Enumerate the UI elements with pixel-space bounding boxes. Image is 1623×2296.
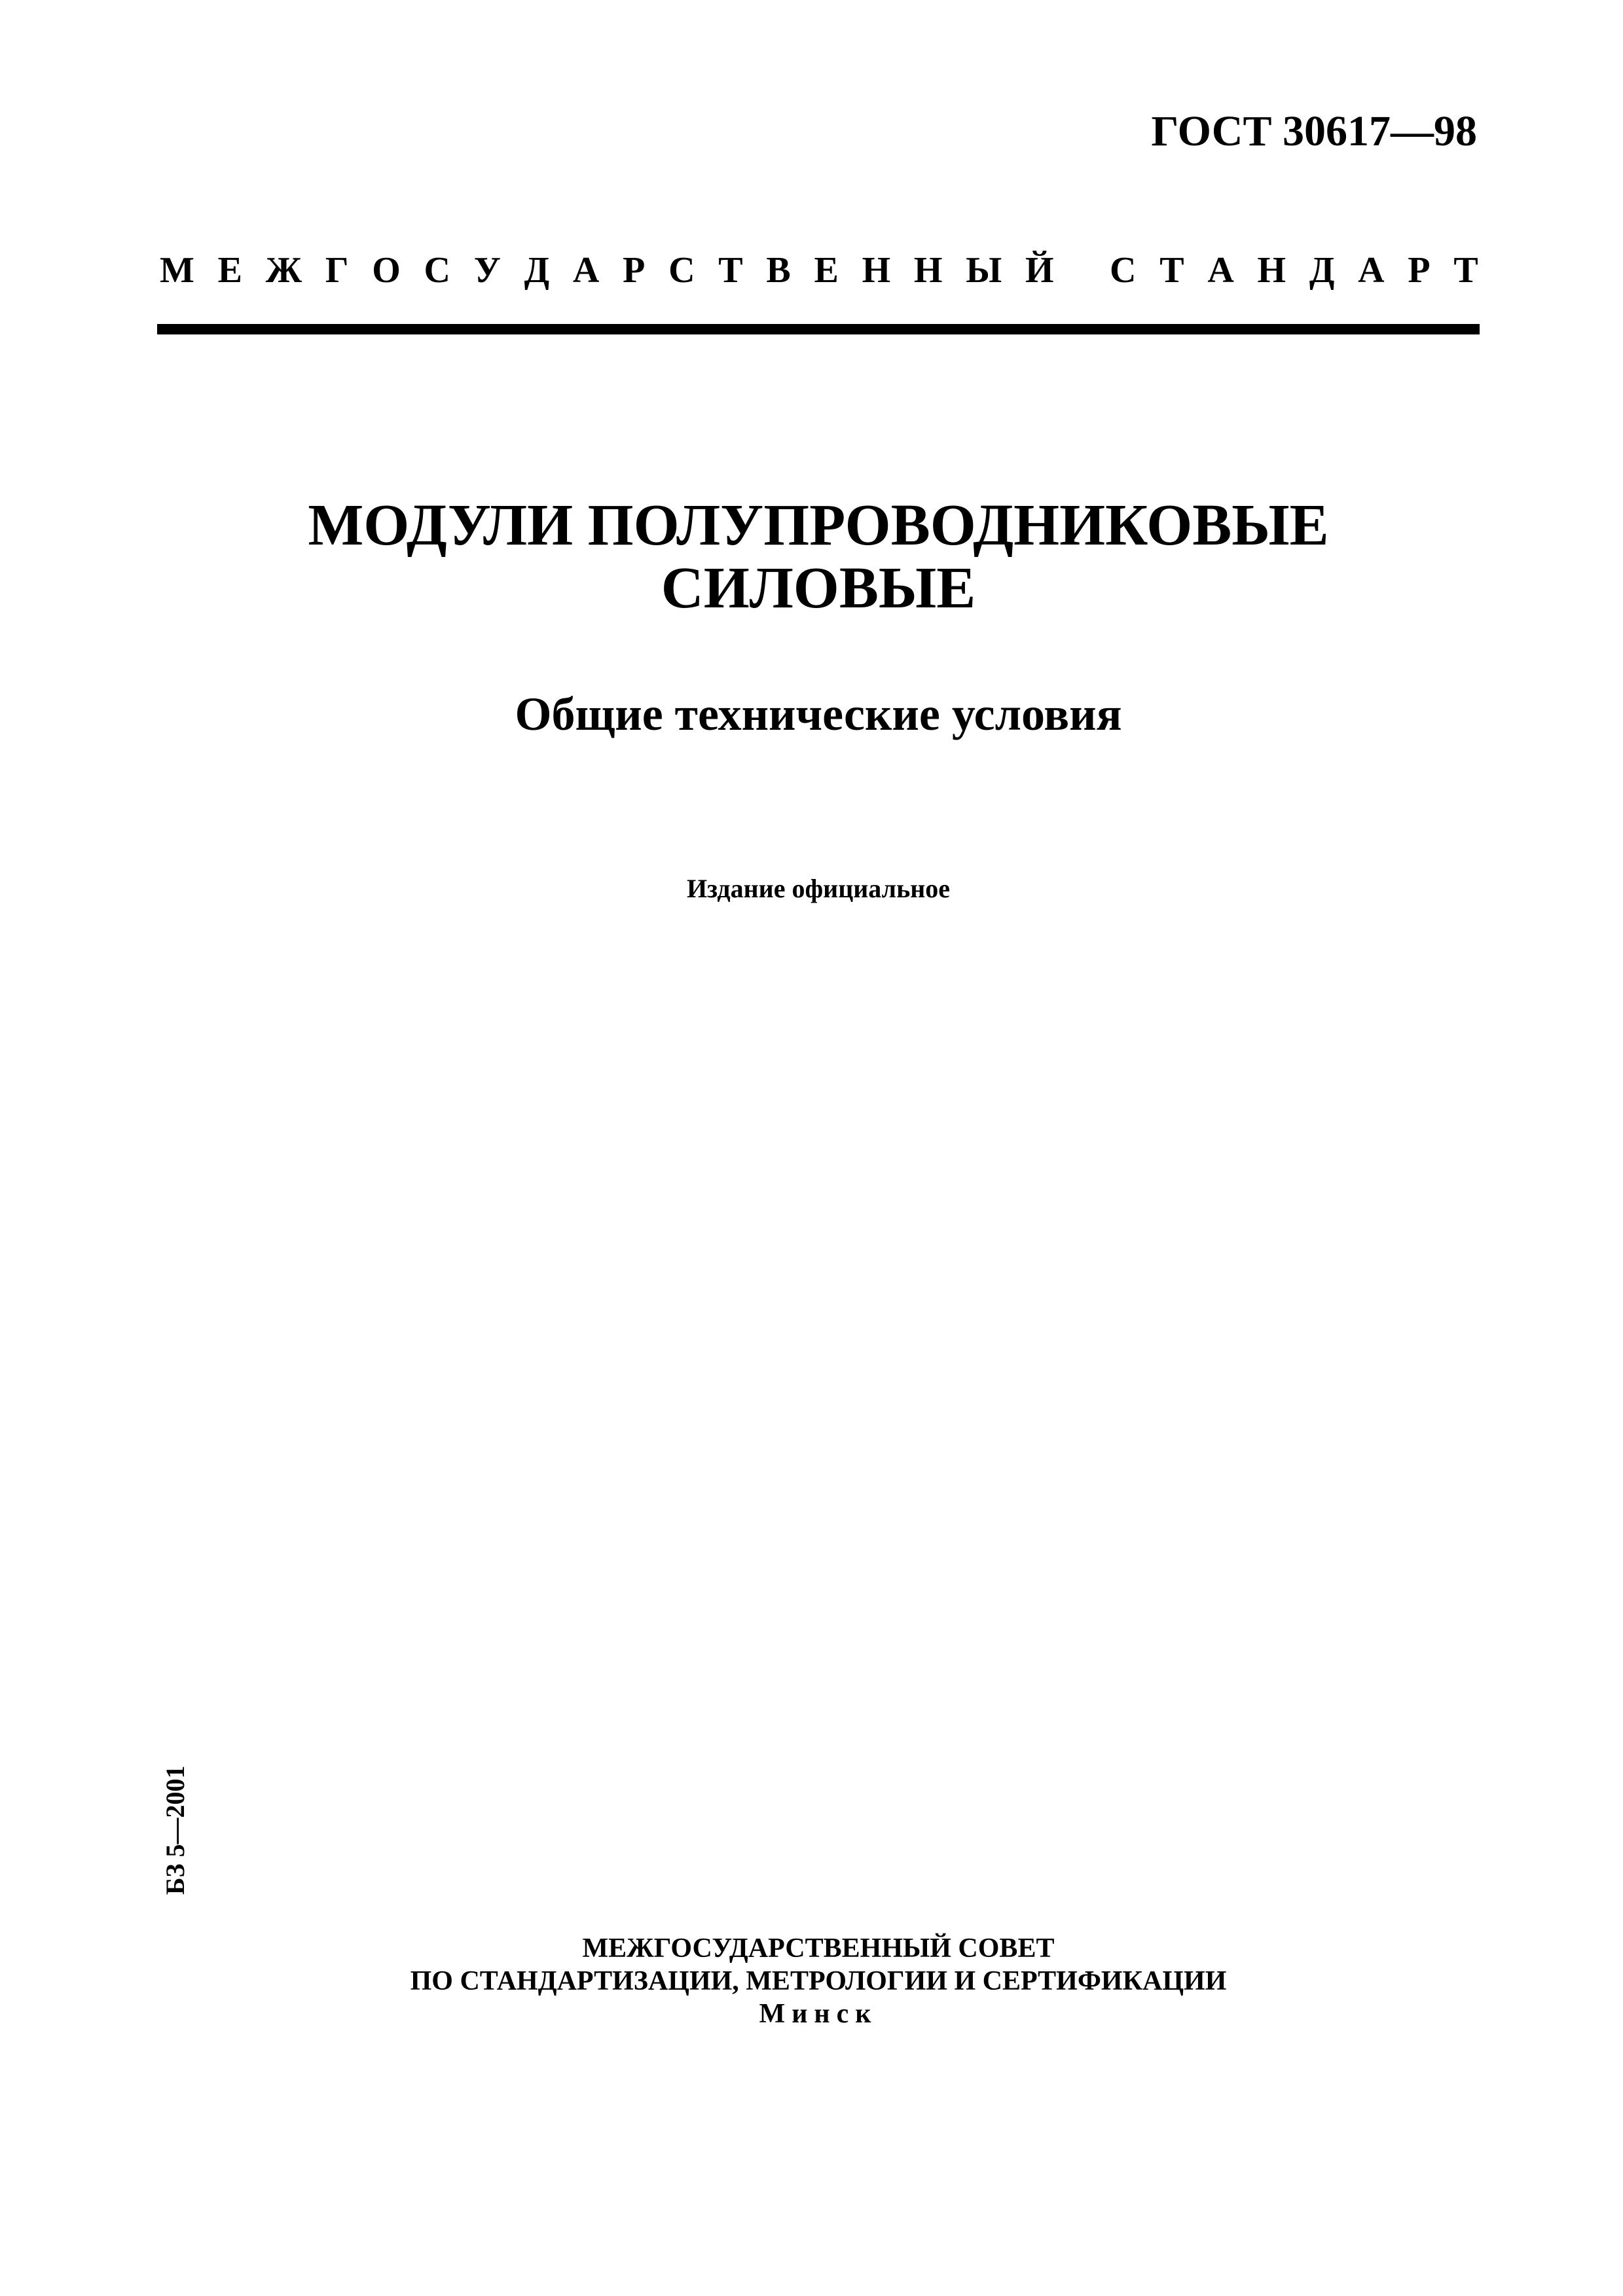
header-band-letter: Й [1025, 250, 1054, 291]
header-band-letter: Т [1453, 250, 1478, 291]
header-band [160, 252, 1478, 289]
header-band-letter: Р [1408, 250, 1431, 291]
header-band-letter: Н [913, 250, 943, 291]
header-band-letter: А [1358, 250, 1385, 291]
publisher-city: Минск [759, 1999, 878, 2029]
header-band-letter: С [424, 250, 450, 291]
edition-label: Издание официальное [686, 874, 951, 903]
header-band-letter: Т [1159, 250, 1184, 291]
header-band-letter: Н [862, 250, 891, 291]
title-line-1: МОДУЛИ ПОЛУПРОВОДНИКОВЫЕ [308, 493, 1329, 558]
header-band-letter: Д [524, 250, 550, 291]
header-band-letter: Е [814, 250, 839, 291]
header-band-letter: Е [217, 250, 242, 291]
header-band-letter: Д [1309, 250, 1335, 291]
header-band-letter: А [1207, 250, 1234, 291]
publisher-line-2: ПО СТАНДАРТИЗАЦИИ, МЕТРОЛОГИИ И СЕРТИФИКАЦИИ [410, 1966, 1227, 1996]
side-code: БЗ 5—2001 [160, 1765, 190, 1895]
header-band-letter: В [766, 250, 791, 291]
header-band-letter: А [572, 250, 600, 291]
publisher-line-1: МЕЖГОСУДАРСТВЕННЫЙ СОВЕТ [582, 1933, 1055, 1964]
header-band-letter: С [668, 250, 695, 291]
header-band-letter: Ы [966, 250, 1002, 291]
header-band-letter: О [372, 250, 401, 291]
header-band-letter: Ж [265, 250, 302, 291]
header-band-letter: Г [325, 250, 349, 291]
header-band-letter: У [473, 250, 501, 291]
publisher-block [157, 1932, 1480, 2030]
header-rule [157, 324, 1480, 334]
document-subtitle: Общие технические условия [515, 688, 1122, 740]
header-band-letter: С [1110, 250, 1137, 291]
document-title [157, 494, 1480, 620]
header-band-letter: М [160, 250, 194, 291]
header-band-letter: Н [1257, 250, 1286, 291]
header-band-letter: Т [718, 250, 743, 291]
title-line-2: СИЛОВЫЕ [661, 556, 976, 620]
standard-number: ГОСТ 30617—98 [1151, 107, 1477, 155]
header-band-letter: Р [623, 250, 646, 291]
header-band-gap [1077, 252, 1086, 289]
